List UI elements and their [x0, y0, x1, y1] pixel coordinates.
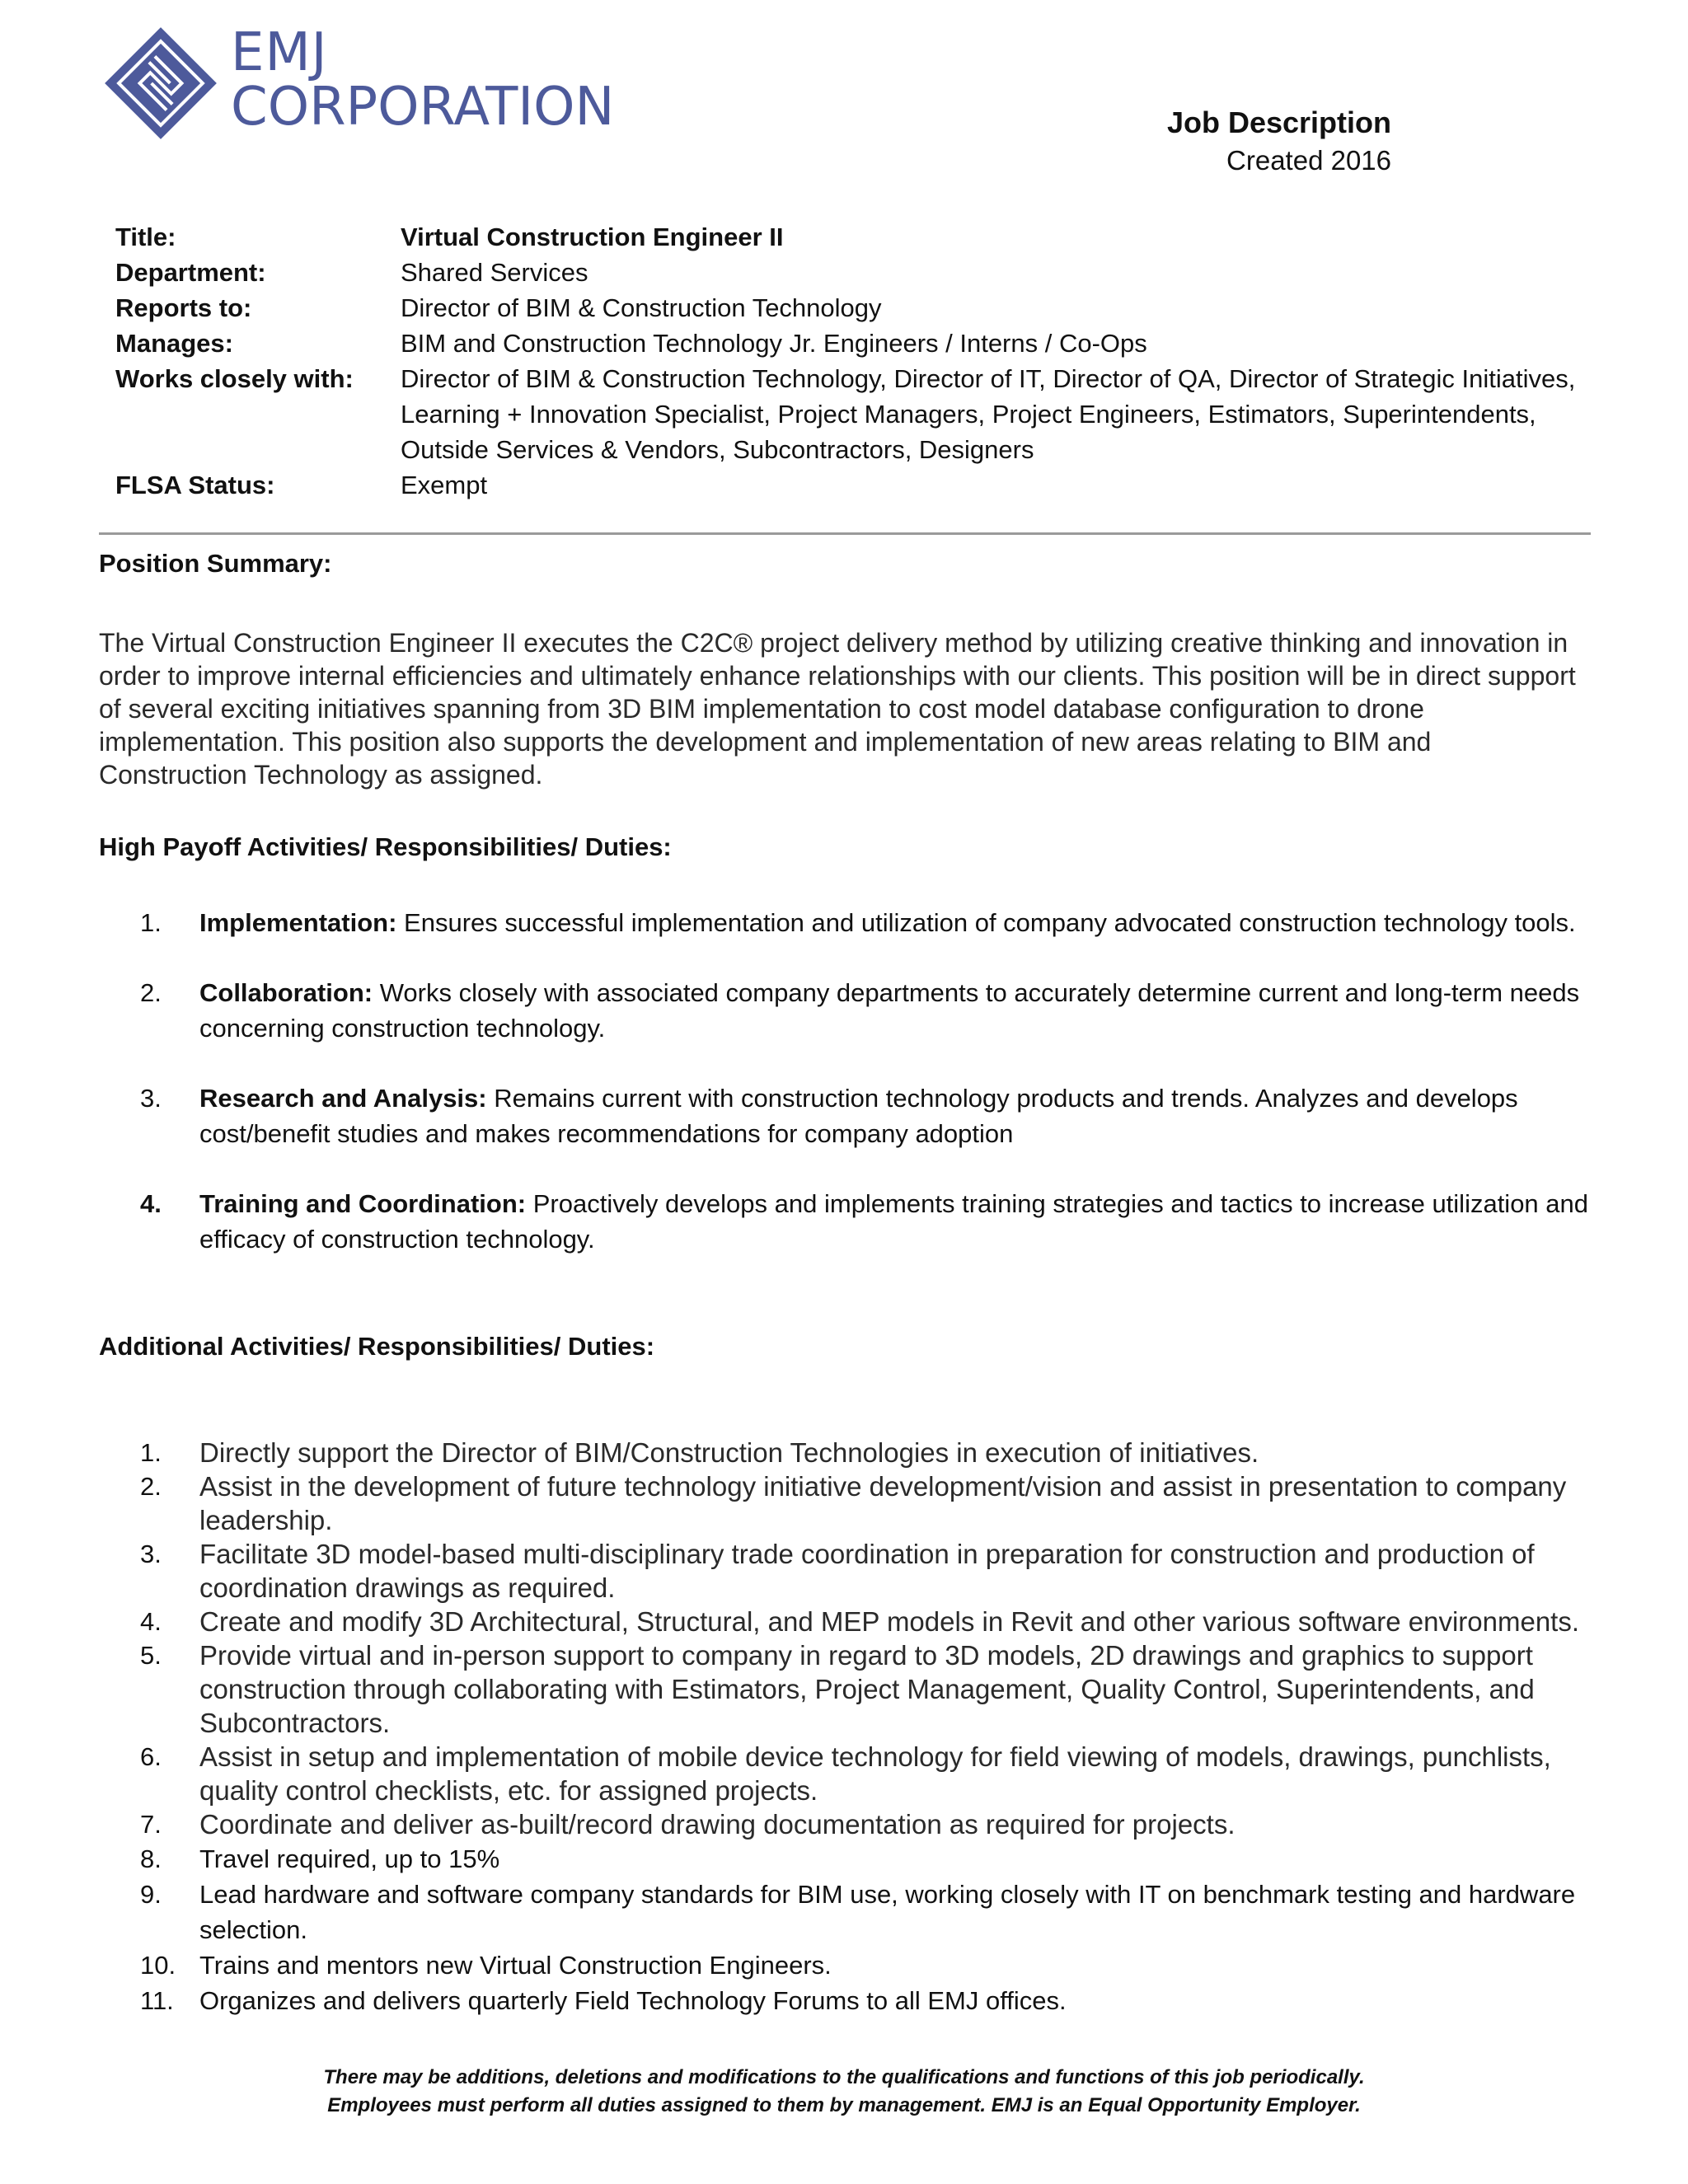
list-item: [140, 1740, 1591, 1807]
list-text: Travel required, up to 15%: [199, 1844, 500, 1873]
list-number: 1.: [140, 908, 162, 937]
position-summary-text: The Virtual Construction Engineer II executes the C2C® project delivery method by utilizing creative thinking and innovation in order to improve internal efficiencies and ultimately enhance relationships with our clients. This position will be in direct support of several exciting initiatives spanning from 3D BIM implementation to cost model database configuration to drone implementation. This position also supports the development and implementation of new areas relating to BIM and Construction Technology as assigned.: [99, 628, 1576, 790]
info-label: Manages:: [115, 329, 233, 358]
list-text: Assist in setup and implementation of mobile device technology for field viewing of models, drawings, punchlists, quality control checklists, etc. for assigned projects.: [199, 1741, 1551, 1806]
list-number: 4.: [140, 1607, 162, 1636]
list-description: Remains current with construction technology products and trends. Analyzes and develops cost/benefit studies and makes recommendations for company adoption: [199, 1084, 1518, 1148]
list-number: 4.: [140, 1189, 162, 1218]
info-value: BIM and Construction Technology Jr. Engineers / Interns / Co-Ops: [401, 329, 1147, 358]
list-description: Ensures successful implementation and utilization of company advocated construction technology tools.: [404, 908, 1576, 937]
list-text: [199, 905, 1576, 940]
additional-heading: Additional Activities/ Responsibilities/ Duties:: [99, 1332, 655, 1361]
list-text: Directly support the Director of BIM/Construction Technologies in execution of initiatives.: [199, 1437, 1259, 1468]
list-item: [140, 1605, 1591, 1638]
info-row-flsa-status: [115, 467, 1599, 503]
list-text: [199, 1080, 1591, 1151]
list-item: [140, 1841, 1591, 1877]
list-term: Implementation:: [199, 908, 397, 937]
document-header: [1167, 105, 1391, 176]
info-value: Director of BIM & Construction Technology: [401, 293, 882, 322]
info-label: Title:: [115, 223, 176, 251]
logo-line-2: CORPORATION: [231, 77, 615, 138]
info-value: Shared Services: [401, 258, 588, 287]
created-date: Created 2016: [1226, 145, 1391, 176]
list-text: Assist in the development of future technology initiative development/vision and assist in presentation to company leadership.: [199, 1471, 1567, 1535]
list-item: [140, 1983, 1591, 2018]
list-text: Provide virtual and in-person support to company in regard to 3D models, 2D drawings and graphics to support construction through collaborating with Estimators, Project Management, Quality Control, Superintendents, and Subcontractors.: [199, 1640, 1535, 1738]
list-item: [140, 1877, 1591, 1947]
list-number: 3.: [140, 1540, 162, 1568]
list-text: Trains and mentors new Virtual Construction Engineers.: [199, 1951, 832, 1980]
list-number: 5.: [140, 1641, 162, 1670]
list-item: [140, 905, 1591, 940]
list-text: Organizes and delivers quarterly Field Technology Forums to all EMJ offices.: [199, 1986, 1067, 2015]
list-text: [199, 975, 1591, 1046]
high-payoff-list: [140, 905, 1591, 1291]
logo-line-1: EMJ: [231, 22, 328, 83]
document-type: Job Description: [1166, 105, 1391, 139]
info-label: Works closely with:: [115, 364, 354, 393]
list-number: 3.: [140, 1084, 162, 1113]
footer-line-1: There may be additions, deletions and modifications to the qualifications and functions of this job periodically.: [323, 2066, 1365, 2088]
list-item: [140, 1638, 1591, 1740]
list-term: Research and Analysis:: [199, 1084, 487, 1113]
list-number: 6.: [140, 1742, 162, 1771]
info-value: Exempt: [401, 471, 488, 499]
list-number: 2.: [140, 978, 162, 1007]
list-item: [140, 1537, 1591, 1605]
emj-logo-icon: [99, 21, 223, 145]
info-label: Reports to:: [115, 293, 252, 322]
position-summary-heading: Position Summary:: [99, 549, 332, 578]
info-row-manages: [115, 326, 1599, 361]
list-number: 7.: [140, 1810, 162, 1839]
emj-logo: [99, 21, 615, 145]
info-row-title: [115, 219, 1599, 255]
list-number: 11.: [140, 1986, 174, 2015]
list-description: Works closely with associated company departments to accurately determine current and long-term needs concerning construction technology.: [199, 978, 1580, 1043]
logo-wordmark: [231, 22, 615, 138]
list-description: Proactively develops and implements training strategies and tactics to increase utilization and efficacy of construction technology.: [199, 1189, 1589, 1254]
info-label: Department:: [115, 258, 266, 287]
list-text: [199, 1186, 1591, 1257]
list-item: [140, 1186, 1591, 1257]
footer-disclaimer: [0, 2064, 1688, 2120]
list-text: Lead hardware and software company standards for BIM use, working closely with IT on benchmark testing and hardware selection.: [199, 1880, 1576, 1944]
list-number: 8.: [140, 1844, 162, 1873]
list-text: Coordinate and deliver as-built/record drawing documentation as required for projects.: [199, 1809, 1236, 1840]
list-item: [140, 1080, 1591, 1151]
list-item: [140, 1947, 1591, 1983]
info-value: Director of BIM & Construction Technology, Director of IT, Director of QA, Director of Strategic Initiatives, Learning + Innovation Specialist, Project Managers, Project Engineers, Estimators, Superintendents, Outside Services & Vendors, Subcontractors, Designers: [401, 364, 1576, 464]
info-row-reports-to: [115, 290, 1599, 326]
list-text: Create and modify 3D Architectural, Structural, and MEP models in Revit and other various software environments.: [199, 1606, 1580, 1637]
info-row-department: [115, 255, 1599, 290]
list-item: [140, 975, 1591, 1046]
list-item: [140, 1436, 1591, 1469]
section-divider: [99, 532, 1591, 535]
job-info-table: [115, 219, 1599, 503]
info-label: FLSA Status:: [115, 471, 275, 499]
list-number: 10.: [140, 1951, 176, 1980]
list-number: 2.: [140, 1472, 162, 1501]
list-text: Facilitate 3D model-based multi-disciplinary trade coordination in preparation for construction and production of coordination drawings as required.: [199, 1539, 1535, 1603]
info-row-works-closely-with: [115, 361, 1599, 467]
additional-list: [140, 1436, 1591, 2018]
info-value: Virtual Construction Engineer II: [401, 223, 784, 251]
list-number: 1.: [140, 1438, 162, 1467]
list-term: Training and Coordination:: [199, 1189, 527, 1218]
list-term: Collaboration:: [199, 978, 373, 1007]
list-number: 9.: [140, 1880, 162, 1909]
footer-line-2: Employees must perform all duties assigned to them by management. EMJ is an Equal Opportunity Employer.: [327, 2094, 1361, 2116]
list-item: [140, 1807, 1591, 1841]
high-payoff-heading: High Payoff Activities/ Responsibilities/ Duties:: [99, 832, 672, 861]
list-item: [140, 1469, 1591, 1537]
